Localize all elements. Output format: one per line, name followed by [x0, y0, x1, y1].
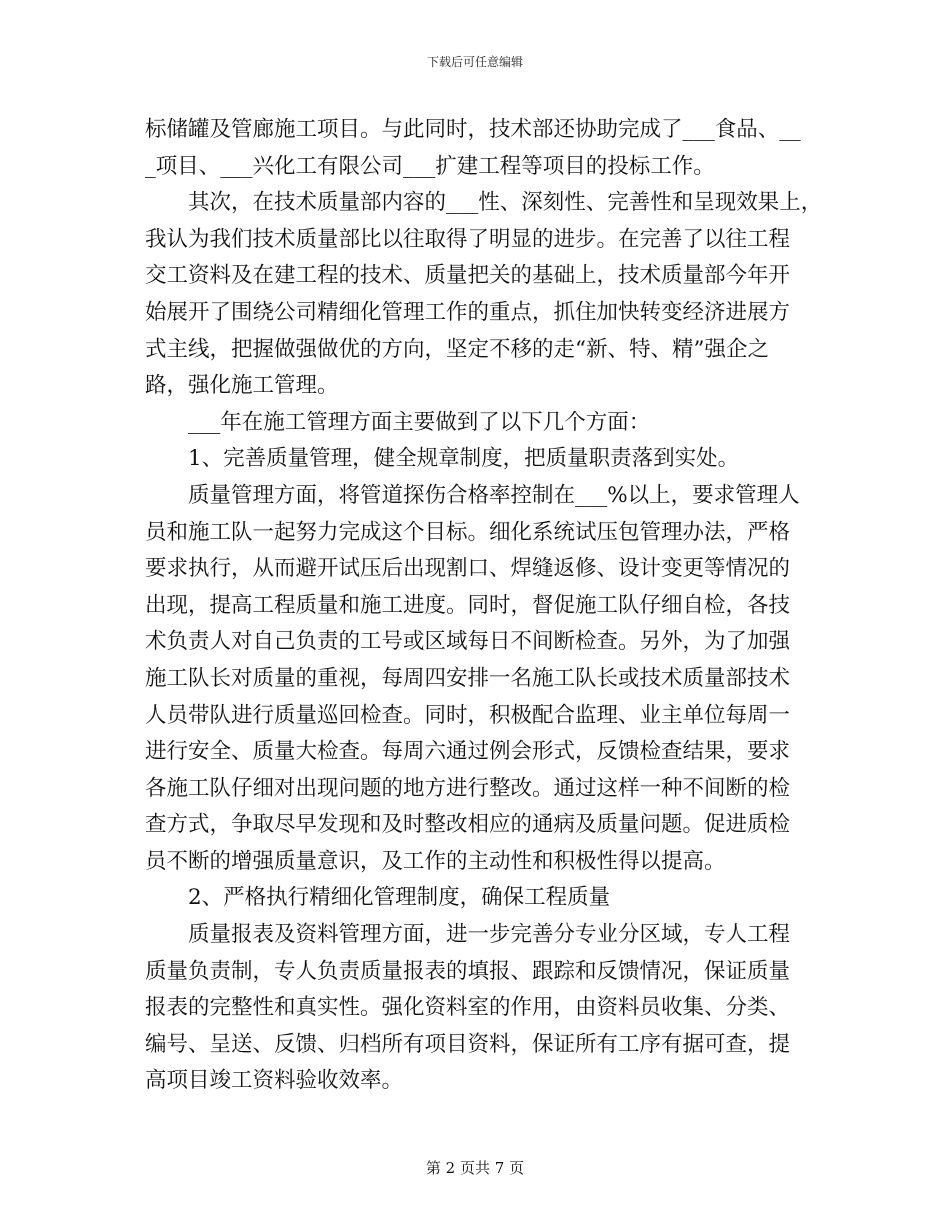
text-line: 路，强化施工管理。	[145, 373, 339, 399]
text-line: 查方式，争取尽早发现和及时整改相应的通病及质量问题。促进质检	[145, 812, 791, 838]
page-header: 下载后可任意编辑	[426, 55, 523, 69]
text-line: 我认为我们技术质量部比以往取得了明显的进步。在完善了以往工程	[145, 226, 791, 252]
text-line: 编号、呈送、反馈、归档所有项目资料，保证所有工序有据可查，提	[145, 1031, 791, 1057]
text-line: 质量负责制，专人负责质量报表的填报、跟踪和反馈情况，保证质量	[145, 958, 791, 984]
text-line: 报表的完整性和真实性。强化资料室的作用，由资料员收集、分类、	[145, 995, 791, 1021]
text-line: 高项目竣工资料验收效率。	[145, 1068, 404, 1094]
page-footer: 第 2 页共 7 页	[425, 1159, 525, 1177]
text-line: 人员带队进行质量巡回检查。同时，积极配合监理、业主单位每周一	[145, 702, 791, 728]
text-line: 交工资料及在建工程的技术、质量把关的基础上，技术质量部今年开	[145, 263, 791, 289]
text-line: 始展开了围绕公司精细化管理工作的重点，抓住加快转变经济进展方	[145, 299, 791, 325]
text-line: 其次，在技术质量部内容的___性、深刻性、完善性和呈现效果上，	[145, 190, 823, 216]
text-line: 要求执行，从而避开试压后出现割口、焊缝返修、设计变更等情况的	[145, 556, 791, 582]
text-line: 式主线，把握做强做优的方向，坚定不移的走“新、特、精”强企之	[145, 336, 769, 362]
text-line: 术负责人对自己负责的工号或区域每日不间断检查。另外，为了加强	[145, 629, 791, 655]
text-line: 质量报表及资料管理方面，进一步完善分专业分区域，专人工程	[145, 922, 791, 948]
body-text	[145, 112, 823, 1100]
text-line: 施工队长对质量的重视，每周四安排一名施工队长或技术质量部技术	[145, 665, 791, 691]
text-line: 员不断的增强质量意识，及工作的主动性和积极性得以提高。	[145, 848, 726, 874]
text-line: 各施工队仔细对出现问题的地方进行整改。通过这样一种不间断的检	[145, 775, 791, 801]
text-line: ___年在施工管理方面主要做到了以下几个方面：	[145, 409, 651, 435]
text-line: 出现，提高工程质量和施工进度。同时，督促施工队仔细自检，各技	[145, 592, 791, 618]
text-line: _项目、___兴化工有限公司___扩建工程等项目的投标工作。	[145, 153, 715, 179]
text-line: 标储罐及管廊施工项目。与此同时，技术部还协助完成了___食品、__	[145, 117, 801, 142]
text-line: 员和施工队一起努力完成这个目标。细化系统试压包管理办法，严格	[145, 519, 791, 545]
text-line: 进行安全、质量大检查。每周六通过例会形式，反馈检查结果，要求	[145, 739, 791, 765]
text-line: 质量管理方面，将管道探伤合格率控制在___%以上，要求管理人	[145, 482, 800, 508]
text-line: 2、严格执行精细化管理制度，确保工程质量	[145, 885, 611, 911]
text-line: 1、完善质量管理，健全规章制度，把质量职责落到实处。	[145, 446, 740, 472]
